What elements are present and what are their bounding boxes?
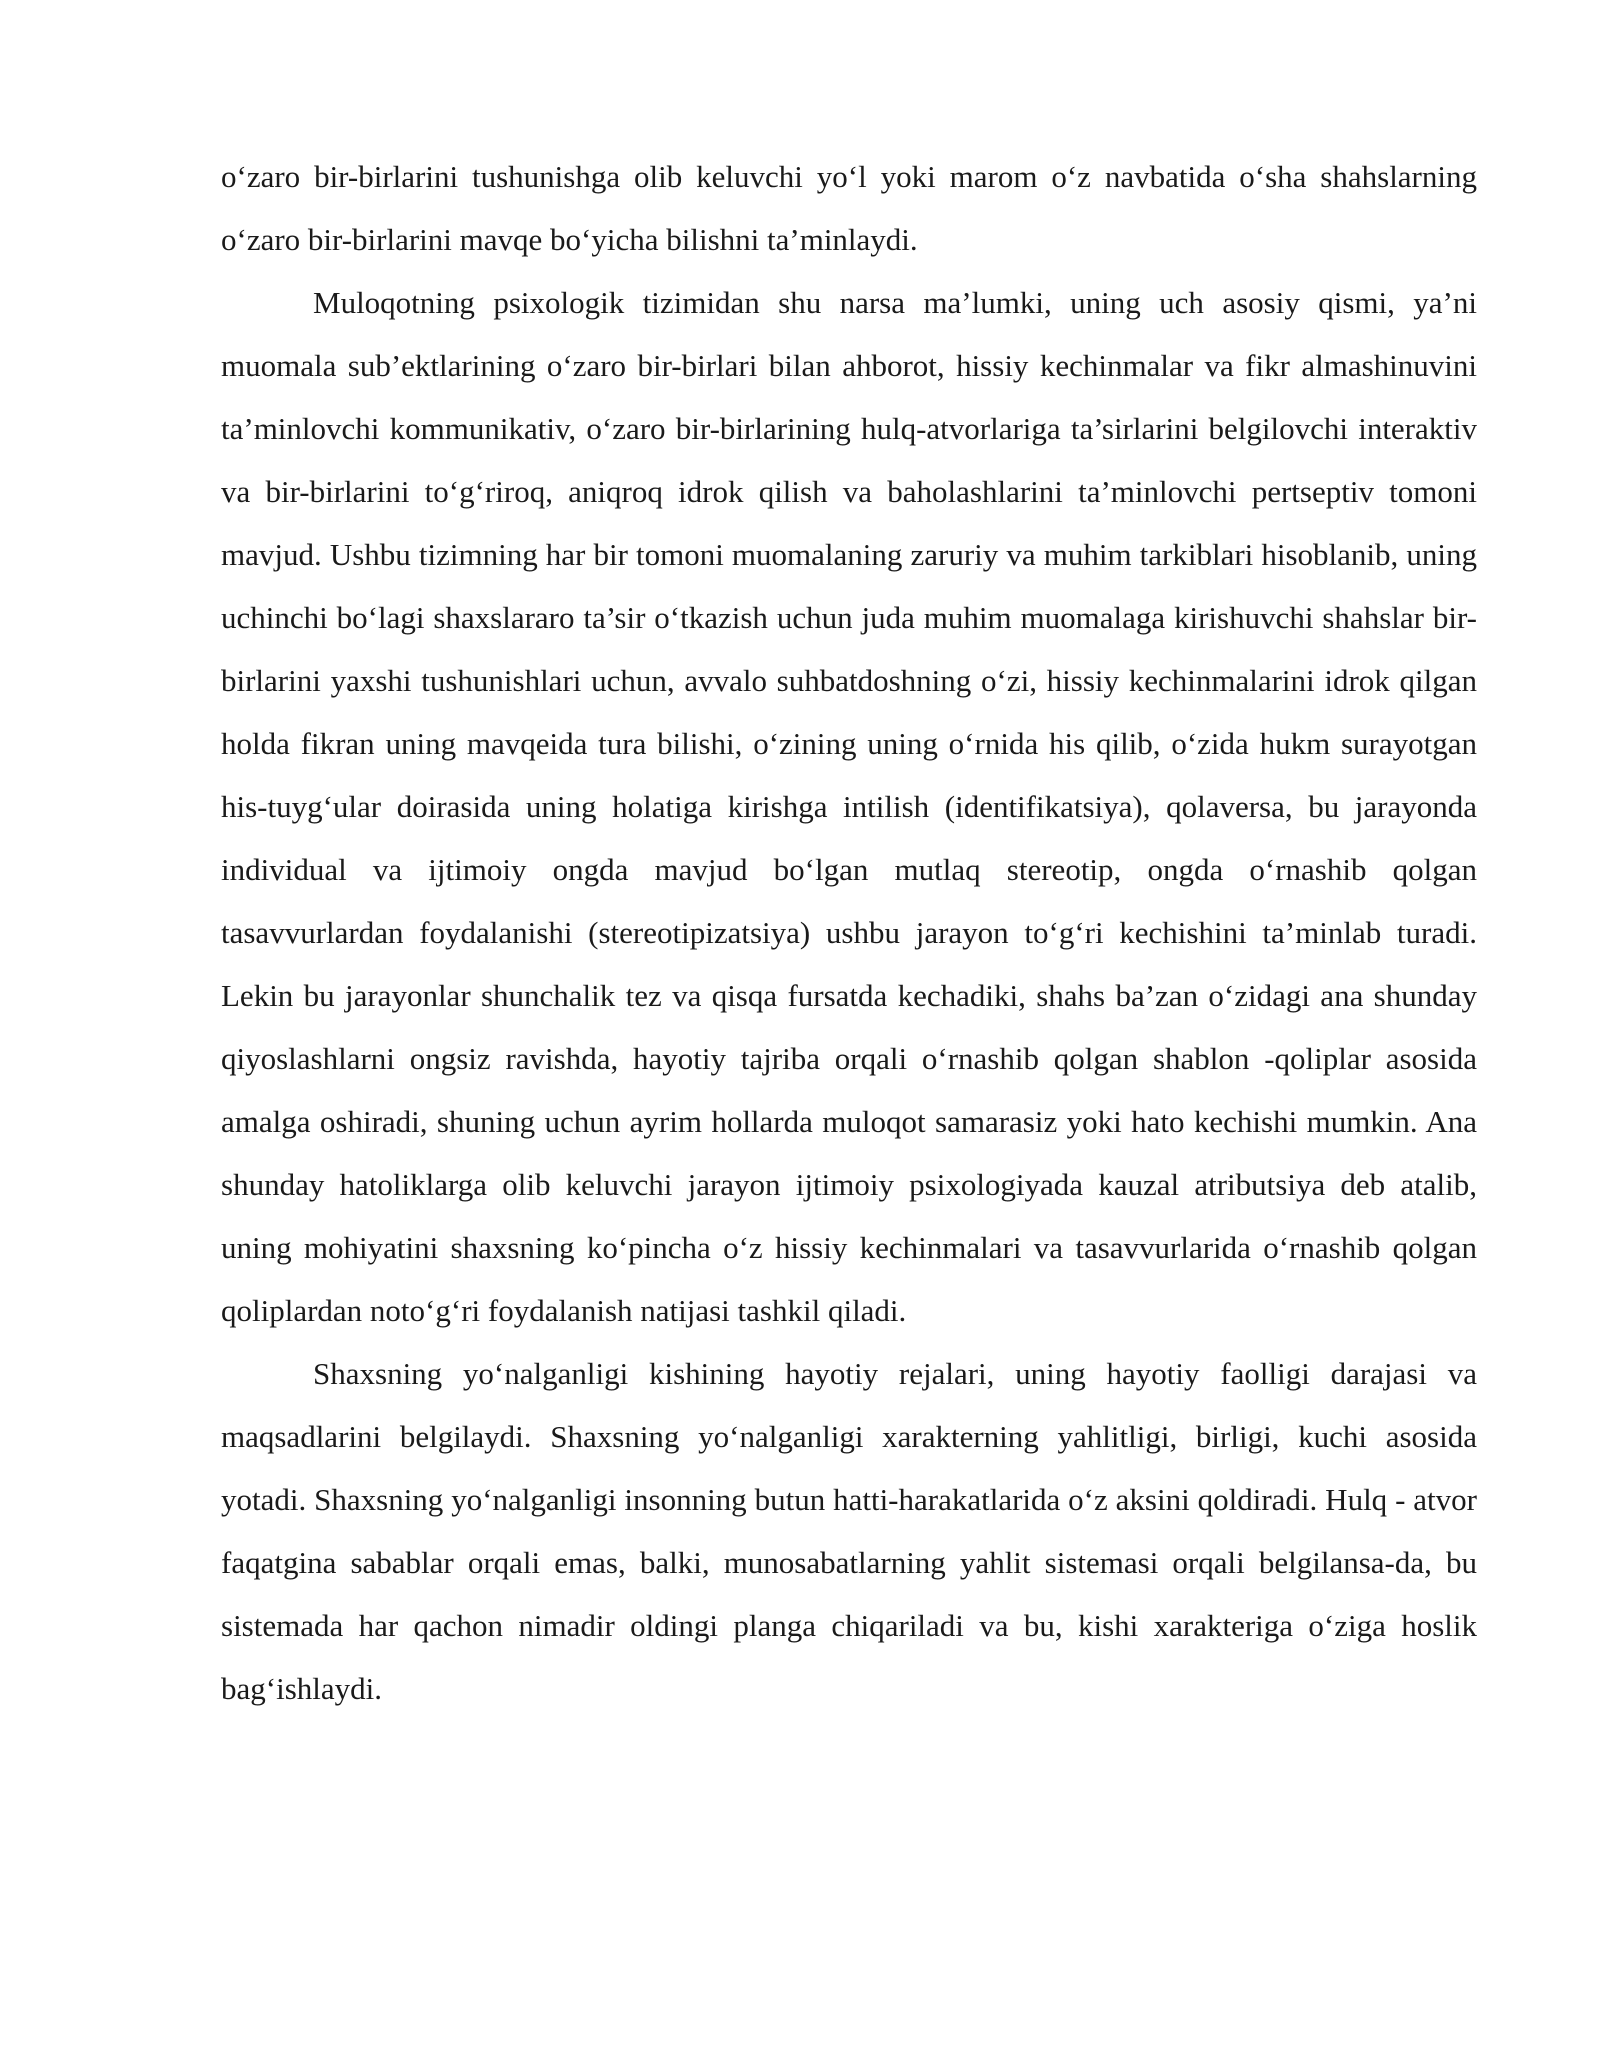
paragraph-continuation: o‘zaro bir-birlarini tushunishga olib keluvchi yo‘l yoki marom o‘z navbatida o‘sha shahslarning o‘zaro bir-birlarini mavqe bo‘yicha bilishni ta’minlaydi. [221, 159, 1477, 257]
paragraph-communication-structure: Muloqotning psixologik tizimidan shu narsa ma’lumki, uning uch asosiy qismi, ya’ni muomala sub’ektlarining o‘zaro bir-birlari bilan ahborot, hissiy kechinmalar va fikr almashinuvini ta’minlovchi kommunikativ, o‘zaro bir-birlarining hulq-atvorlariga ta’sirlarini belgilovchi interaktiv va bir-birlarini to‘g‘riroq, aniqroq idrok qilish va baholashlarini ta’minlovchi pertseptiv tomoni mavjud. Ushbu tizimning har bir tomoni muomalaning zaruriy va muhim tarkiblari hisoblanib, uning uchinchi bo‘lagi shaxslararo ta’sir o‘tkazish uchun juda muhim muomalaga kirishuvchi shahslar bir-birlarini yaxshi tushunishlari uchun, avvalo suhbatdoshning o‘zi, hissiy kechinmalarini idrok qilgan holda fikran uning mavqeida tura bilishi, o‘zining uning o‘rnida his qilib, o‘zida hukm surayotgan his-tuyg‘ular doirasida uning holatiga kirishga intilish (identifikatsiya), qolaversa, bu jarayonda individual va ijtimoiy ongda mavjud bo‘lgan mutlaq stereotip, ongda o‘rnashib qolgan tasavvurlardan foydalanishi (stereotipizatsiya) ushbu jarayon to‘g‘ri kechishini ta’minlab turadi. Lekin bu jarayonlar shunchalik tez va qisqa fursatda kechadiki, shahs ba’zan o‘zidagi ana shunday qiyoslashlarni ongsiz ravishda, hayotiy tajriba orqali o‘rnashib qolgan shablon -qoliplar asosida amalga oshiradi, shuning uchun ayrim hollarda muloqot samarasiz yoki hato kechishi mumkin. Ana shunday hatoliklarga olib keluvchi jarayon ijtimoiy psixologiyada kauzal atributsiya deb atalib, uning mohiyatini shaxsning ko‘pincha o‘z hissiy kechinmalari va tasavvurlarida o‘rnashib qolgan qoliplardan noto‘g‘ri foydalanish natijasi tashkil qiladi. [221, 285, 1477, 1328]
paragraph-personality-orientation: Shaxsning yo‘nalganligi kishining hayotiy rejalari, uning hayotiy faolligi darajasi va maqsadlarini belgilaydi. Shaxsning yo‘nalganligi xarakterning yahlitligi, birligi, kuchi asosida yotadi. Shaxsning yo‘nalganligi insonning butun hatti-harakatlarida o‘z aksini qoldiradi. Hulq - atvor faqatgina sabablar orqali emas, balki, munosabatlarning yahlit sistemasi orqali belgilansa-da, bu sistemada har qachon nimadir oldingi planga chiqariladi va bu, kishi xarakteriga o‘ziga hoslik bag‘ishlaydi. [221, 1356, 1477, 1706]
document-page [221, 145, 1477, 1720]
